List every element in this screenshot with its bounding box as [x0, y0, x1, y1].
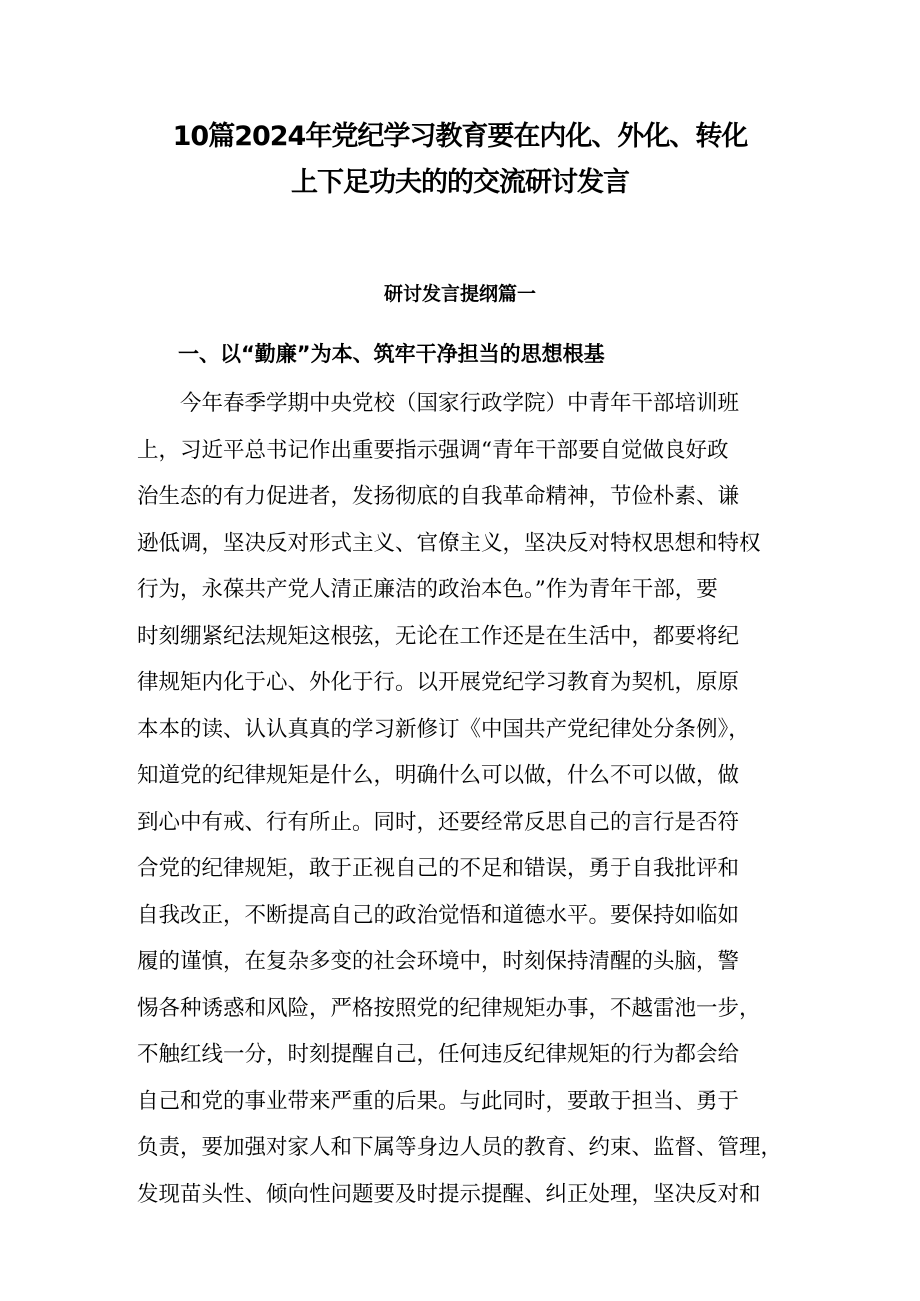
- subheading: 一、以“勤廉”为本、筑牢干净担当的思想根基: [178, 342, 605, 366]
- body-line: 时刻绷紧纪法规矩这根弦，无论在工作还是在生活中，都要将纪: [137, 623, 740, 649]
- body-line: 今年春季学期中央党校（国家行政学院）中青年干部培训班: [180, 391, 740, 416]
- body-line: 发现苗头性、倾向性问题要及时提示提醒、纠正处理，坚决反对和: [137, 1181, 761, 1207]
- body-paragraph: [137, 381, 797, 1218]
- body-line: 负责，要加强对家人和下属等身边人员的教育、约束、监督、管理，: [137, 1135, 783, 1160]
- body-line: 到心中有戒、行有所止。同时，还要经常反思自己的言行是否符: [137, 809, 740, 835]
- body-line: 逊低调，坚决反对形式主义、官僚主义，坚决反对特权思想和特权: [137, 530, 761, 556]
- body-line: 上，习近平总书记作出重要指示强调“青年干部要自觉做良好政: [137, 437, 729, 463]
- body-line: 知道党的纪律规矩是什么，明确什么可以做，什么不可以做，做: [137, 763, 740, 788]
- body-line: 行为，永葆共产党人清正廉洁的政治本色。”作为青年干部，要: [137, 577, 718, 602]
- body-line: 治生态的有力促进者，发扬彻底的自我革命精神，节俭朴素、谦: [137, 484, 740, 509]
- document-title-line-1: 10篇2024年党纪学习教育要在内化、外化、转化: [172, 121, 748, 152]
- body-line: 本本的读、认认真真的学习新修订《中国共产党纪律处分条例》，: [137, 716, 750, 742]
- document-title-line-2: 上下足功夫的的交流研讨发言: [291, 167, 629, 198]
- body-line: 自我改正，不断提高自己的政治觉悟和道德水平。要保持如临如: [137, 902, 740, 928]
- body-line: 合党的纪律规矩，敢于正视自己的不足和错误，勇于自我批评和: [137, 856, 740, 881]
- body-line: 自己和党的事业带来严重的后果。与此同时，要敢于担当、勇于: [137, 1088, 740, 1114]
- body-line: 惕各种诱惑和风险，严格按照党的纪律规矩办事，不越雷池一步，: [137, 995, 761, 1021]
- body-line: 律规矩内化于心、外化于行。以开展党纪学习教育为契机，原原: [137, 670, 740, 695]
- document-title: [100, 114, 820, 206]
- section-title: 研讨发言提纲篇一: [383, 283, 536, 305]
- body-line: 履的谨慎，在复杂多变的社会环境中，时刻保持清醒的头脑，警: [137, 949, 740, 974]
- body-line: 不触红线一分，时刻提醒自己，任何违反纪律规矩的行为都会给: [137, 1042, 740, 1067]
